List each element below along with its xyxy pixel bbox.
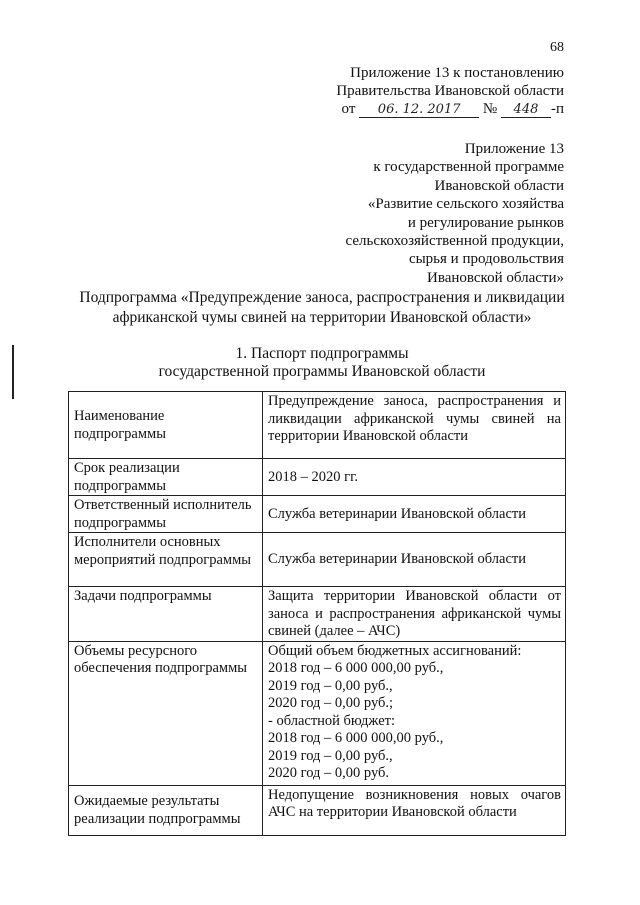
page-number: 68 bbox=[550, 40, 564, 55]
program-appendix-header bbox=[290, 140, 564, 287]
row-value-responsible: Служба ветеринарии Ивановской области bbox=[263, 496, 566, 533]
table-row bbox=[69, 392, 566, 459]
funding-line: 2018 год – 6 000 000,00 руб., bbox=[268, 660, 444, 676]
row-label-executors: Исполнители основных мероприятий подпрограммы bbox=[69, 533, 263, 587]
program-appendix-line: и регулирование рынков bbox=[407, 214, 564, 231]
passport-table bbox=[68, 391, 566, 836]
table-row bbox=[69, 533, 566, 587]
subprogram-title-line2: африканской чумы свиней на территории Ивановской области» bbox=[112, 309, 532, 326]
passport-title-line2: государственной программы Ивановской области bbox=[158, 363, 486, 380]
funding-line: 2019 год – 0,00 руб., bbox=[268, 747, 393, 764]
number-label: № bbox=[482, 101, 498, 117]
table-row bbox=[69, 641, 566, 785]
row-value-name: Предупреждение заноса, распространения и ликвидации африканской чумы свиней на территории Ивановской области bbox=[263, 392, 566, 459]
from-label: от bbox=[341, 101, 356, 117]
row-label-name: Наименование подпрограммы bbox=[69, 392, 263, 459]
table-row bbox=[69, 785, 566, 835]
row-label-funding: Объемы ресурсного обеспечения подпрограммы bbox=[69, 641, 263, 785]
row-value-executors: Служба ветеринарии Ивановской области bbox=[263, 533, 566, 587]
table-row bbox=[69, 496, 566, 533]
program-appendix-line: «Развитие сельского хозяйства bbox=[367, 196, 564, 213]
row-value-tasks: Защита территории Ивановской области от заноса и распространения африканской чумы свиней (далее – АЧС) bbox=[263, 587, 566, 642]
program-appendix-line: сельскохозяйственной продукции, bbox=[345, 233, 564, 250]
program-appendix-line: сырья и продовольствия bbox=[408, 251, 564, 268]
passport-title-line1: 1. Паспорт подпрограммы bbox=[235, 345, 409, 362]
row-label-responsible: Ответственный исполнитель подпрограммы bbox=[69, 496, 263, 533]
margin-mark bbox=[12, 345, 14, 399]
program-appendix-line: Ивановской области bbox=[434, 177, 564, 194]
passport-title bbox=[62, 345, 582, 381]
resolution-appendix-header bbox=[300, 64, 564, 118]
funding-line: - областной бюджет: bbox=[268, 712, 396, 729]
funding-line: 2020 год – 0,00 руб. bbox=[268, 765, 390, 781]
funding-line: 2018 год – 6 000 000,00 руб., bbox=[268, 730, 444, 746]
row-label-tasks: Задачи подпрограммы bbox=[69, 587, 263, 642]
table-row bbox=[69, 587, 566, 642]
funding-line: 2019 год – 0,00 руб., bbox=[268, 677, 393, 694]
subprogram-title-line1: Подпрограмма «Предупреждение заноса, распространения и ликвидации bbox=[79, 289, 565, 306]
row-value-funding bbox=[263, 641, 566, 785]
number-suffix: -п bbox=[550, 101, 564, 117]
program-appendix-line: Приложение 13 bbox=[464, 141, 564, 157]
subprogram-title bbox=[62, 288, 582, 328]
resolution-appendix-line2: Правительства Ивановской области bbox=[336, 83, 564, 99]
funding-line: Общий объем бюджетных ассигнований: bbox=[268, 642, 522, 659]
handwritten-date: 06. 12. 2017 bbox=[359, 103, 479, 118]
row-value-term: 2018 – 2020 гг. bbox=[263, 459, 566, 496]
row-label-term: Срок реализации подпрограммы bbox=[69, 459, 263, 496]
program-appendix-line: Ивановской области» bbox=[427, 269, 564, 286]
resolution-date-number-line bbox=[300, 100, 564, 118]
row-value-results: Недопущение возникновения новых очагов АЧС на территории Ивановской области bbox=[263, 785, 566, 835]
handwritten-number: 448 bbox=[501, 103, 551, 118]
row-label-results: Ожидаемые результаты реализации подпрограммы bbox=[69, 785, 263, 835]
funding-line: 2020 год – 0,00 руб.; bbox=[268, 695, 394, 711]
table-row bbox=[69, 459, 566, 496]
program-appendix-line: к государственной программе bbox=[373, 159, 564, 176]
resolution-appendix-line1: Приложение 13 к постановлению bbox=[350, 65, 564, 81]
